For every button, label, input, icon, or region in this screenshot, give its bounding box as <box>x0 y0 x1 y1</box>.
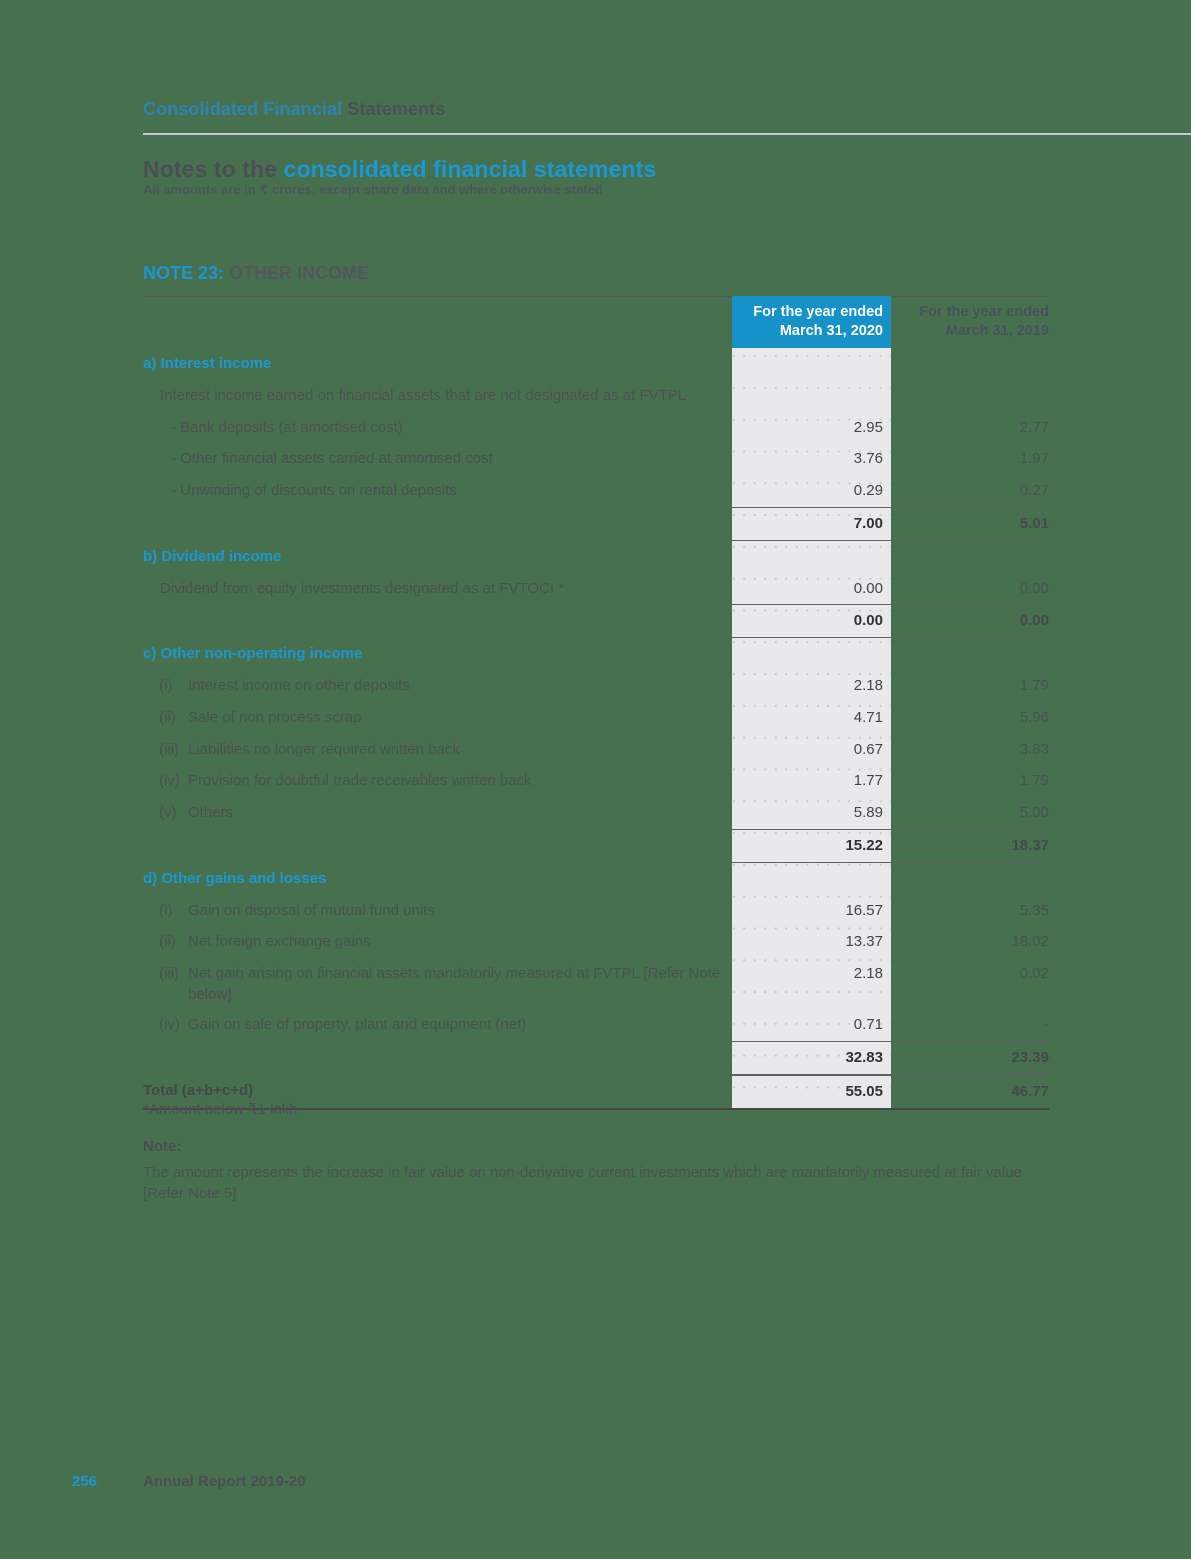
row-label-text: - Other financial assets carried at amortised cost <box>171 450 493 468</box>
table-row <box>143 475 1049 507</box>
row-values <box>732 797 1049 829</box>
notes-title-highlight: consolidated financial statements <box>283 156 657 182</box>
table-row <box>143 348 1049 380</box>
header-divider <box>143 133 1191 135</box>
row-label <box>143 702 732 734</box>
row-values <box>732 412 1049 444</box>
row-label <box>143 573 732 605</box>
table-row <box>143 1009 1049 1041</box>
value-2019: 5.35 <box>1019 901 1049 919</box>
row-label <box>143 734 732 766</box>
other-income-table <box>143 296 1049 1110</box>
value-2019: 2.77 <box>1019 418 1049 436</box>
value-2020 <box>732 541 891 573</box>
value-2019: 18.02 <box>1011 933 1049 951</box>
row-values <box>732 734 1049 766</box>
column-header-2020-line2: March 31, 2020 <box>779 323 883 339</box>
row-label-text: Net foreign exchange gains <box>188 933 371 951</box>
value-2020: 0.00 <box>853 579 883 597</box>
table-rows <box>143 348 1049 1110</box>
row-values <box>732 475 1049 507</box>
row-label-text: d) Other gains and losses <box>143 869 327 887</box>
value-2019: - <box>1044 1016 1049 1034</box>
value-2019 <box>891 380 1049 412</box>
row-label <box>143 926 732 958</box>
value-2020 <box>732 638 891 670</box>
column-header-2020 <box>732 296 891 348</box>
note-heading: Note: <box>143 1138 182 1155</box>
value-2019: 1.97 <box>1019 450 1049 468</box>
value-2019 <box>891 863 1049 895</box>
value-2019: 0.00 <box>1019 612 1049 630</box>
table-row <box>143 863 1049 895</box>
table-row <box>143 895 1049 927</box>
table-row <box>143 797 1049 829</box>
value-2019 <box>891 638 1049 670</box>
page-title-grey: Statements <box>342 99 446 119</box>
table-row <box>143 958 1049 1009</box>
row-values <box>732 380 1049 412</box>
value-2020 <box>732 863 891 895</box>
report-name: Annual Report 2019-20 <box>143 1473 306 1490</box>
value-2019: 5.01 <box>1019 514 1049 532</box>
value-2019: 46.77 <box>1011 1082 1049 1100</box>
row-label-text: - Unwinding of discounts on rental deposits <box>171 482 457 500</box>
value-2019: 5.96 <box>1019 708 1049 726</box>
value-2019: 23.39 <box>1011 1048 1049 1066</box>
note23-heading <box>143 263 369 284</box>
row-label <box>143 507 732 541</box>
row-label-text: Sale of non process scrap <box>188 708 362 726</box>
table-row <box>143 443 1049 475</box>
row-values <box>732 1041 1049 1075</box>
table-row <box>143 604 1049 638</box>
table-row <box>143 507 1049 541</box>
note-body: The amount represents the increase in fair value on non-derivative current investments which are mandatorily measured at fair value [Refer Note 5] <box>143 1164 1022 1202</box>
row-label-text: Interest income earned on financial assets that are not designated as at FVTPL <box>160 386 687 404</box>
row-values <box>732 1075 1049 1108</box>
row-values <box>732 863 1049 895</box>
asterisk-footnote: *Amount below ₹1 lakh <box>143 1101 298 1118</box>
row-label-text: Liabilities no longer required written back <box>188 740 460 758</box>
value-2019: 0.00 <box>1019 579 1049 597</box>
row-label-text: b) Dividend income <box>143 547 282 565</box>
row-marker: (i) <box>159 676 173 694</box>
row-marker: (iii) <box>159 740 179 758</box>
row-marker: (ii) <box>159 933 176 951</box>
row-label-text: Interest income on other deposits <box>188 676 410 694</box>
table-row <box>143 829 1049 863</box>
table-row <box>143 926 1049 958</box>
value-2020: 2.18 <box>853 965 883 983</box>
row-label-text: Provision for doubtful trade receivables written back <box>188 772 532 790</box>
row-values <box>732 348 1049 380</box>
row-label-text: c) Other non-operating income <box>143 645 363 663</box>
table-row <box>143 702 1049 734</box>
row-values <box>732 604 1049 638</box>
table-row <box>143 670 1049 702</box>
value-2020: 0.67 <box>853 740 883 758</box>
row-label-text: Others <box>188 804 234 822</box>
value-2019: 0.27 <box>1019 482 1049 500</box>
value-2019: 1.79 <box>1019 772 1049 790</box>
value-2020: 13.37 <box>845 933 883 951</box>
row-marker: (v) <box>159 804 177 822</box>
notes-title-prefix: Notes to the <box>143 156 284 182</box>
value-2020: 2.95 <box>853 418 883 436</box>
value-2020: 2.18 <box>853 676 883 694</box>
value-2020: 15.22 <box>845 836 883 854</box>
row-label <box>143 443 732 475</box>
row-label <box>143 1009 732 1041</box>
row-values <box>732 895 1049 927</box>
column-header-2019-line1: For the year ended <box>919 304 1049 320</box>
value-2020: 3.76 <box>853 450 883 468</box>
row-label <box>143 604 732 638</box>
row-label <box>143 541 732 573</box>
row-values <box>732 958 1049 1009</box>
value-2019 <box>891 541 1049 573</box>
row-label-text: a) Interest income <box>143 355 272 372</box>
value-2019: 18.37 <box>1011 836 1049 854</box>
row-values <box>732 638 1049 670</box>
table-row <box>143 380 1049 412</box>
row-marker: (ii) <box>159 708 176 726</box>
row-label <box>143 829 732 863</box>
row-values <box>732 829 1049 863</box>
row-values <box>732 702 1049 734</box>
value-2019: 0.02 <box>1019 965 1049 983</box>
value-2020: 0.29 <box>853 482 883 500</box>
value-2019 <box>891 348 1049 380</box>
value-2020: 1.77 <box>853 772 883 790</box>
row-label <box>143 863 732 895</box>
value-2019: 3.83 <box>1019 740 1049 758</box>
row-label-text: Gain on disposal of mutual fund units <box>188 901 435 919</box>
row-label-text: Total (a+b+c+d) <box>143 1081 254 1099</box>
notes-title <box>143 156 656 183</box>
column-header-2019-line2: March 31, 2019 <box>945 323 1049 339</box>
row-values <box>732 507 1049 541</box>
row-marker: (iii) <box>159 965 179 983</box>
row-values <box>732 926 1049 958</box>
row-label <box>143 380 732 412</box>
row-label <box>143 638 732 670</box>
table-row <box>143 573 1049 605</box>
page-title-blue: Consolidated Financial <box>143 99 343 119</box>
row-label-text: Gain on sale of property, plant and equipment (net) <box>188 1016 527 1034</box>
value-2019: 1.79 <box>1019 676 1049 694</box>
table-row <box>143 638 1049 670</box>
page-title <box>143 99 445 120</box>
row-marker: (i) <box>159 901 173 919</box>
table-row <box>143 541 1049 573</box>
value-2020: 4.71 <box>853 708 883 726</box>
value-2020: 32.83 <box>845 1048 883 1066</box>
row-values <box>732 1009 1049 1041</box>
row-values <box>732 443 1049 475</box>
value-2020: 0.71 <box>853 1016 883 1034</box>
row-values <box>732 541 1049 573</box>
column-header-2019 <box>891 296 1049 348</box>
value-2019: 5.00 <box>1019 804 1049 822</box>
value-2020: 5.89 <box>853 804 883 822</box>
value-2020 <box>732 348 891 380</box>
row-label-text: Net gain arising on financial assets mandatorily measured at FVTPL [Refer Note below] <box>188 965 721 1003</box>
column-header-2020-line1: For the year ended <box>753 304 883 320</box>
table-row <box>143 412 1049 444</box>
table-row <box>143 765 1049 797</box>
row-label <box>143 958 732 1009</box>
row-values <box>732 573 1049 605</box>
row-label <box>143 797 732 829</box>
notes-subtitle: All amounts are in ₹ crores, except share data and where otherwise stated <box>143 182 603 197</box>
table-row <box>143 1041 1049 1075</box>
row-label <box>143 475 732 507</box>
value-2020: 7.00 <box>853 514 883 532</box>
row-label-text: - Bank deposits (at amortised cost) <box>171 418 403 436</box>
value-2020: 16.57 <box>845 901 883 919</box>
page-number: 256 <box>72 1473 98 1490</box>
row-label-text: Dividend from equity investments designated as at FVTOCI * <box>160 579 565 597</box>
value-2020: 0.00 <box>853 612 883 630</box>
note23-label: NOTE 23: <box>143 263 230 283</box>
row-values <box>732 765 1049 797</box>
row-values <box>732 670 1049 702</box>
row-label <box>143 670 732 702</box>
value-2020: 55.05 <box>845 1082 883 1100</box>
row-label <box>143 412 732 444</box>
row-label <box>143 895 732 927</box>
table-row <box>143 734 1049 766</box>
row-label <box>143 348 732 380</box>
row-label <box>143 765 732 797</box>
row-label <box>143 1041 732 1075</box>
note23-title: OTHER INCOME <box>229 263 370 283</box>
row-marker: (iv) <box>159 772 180 790</box>
row-marker: (iv) <box>159 1016 180 1034</box>
value-2020 <box>732 380 891 412</box>
